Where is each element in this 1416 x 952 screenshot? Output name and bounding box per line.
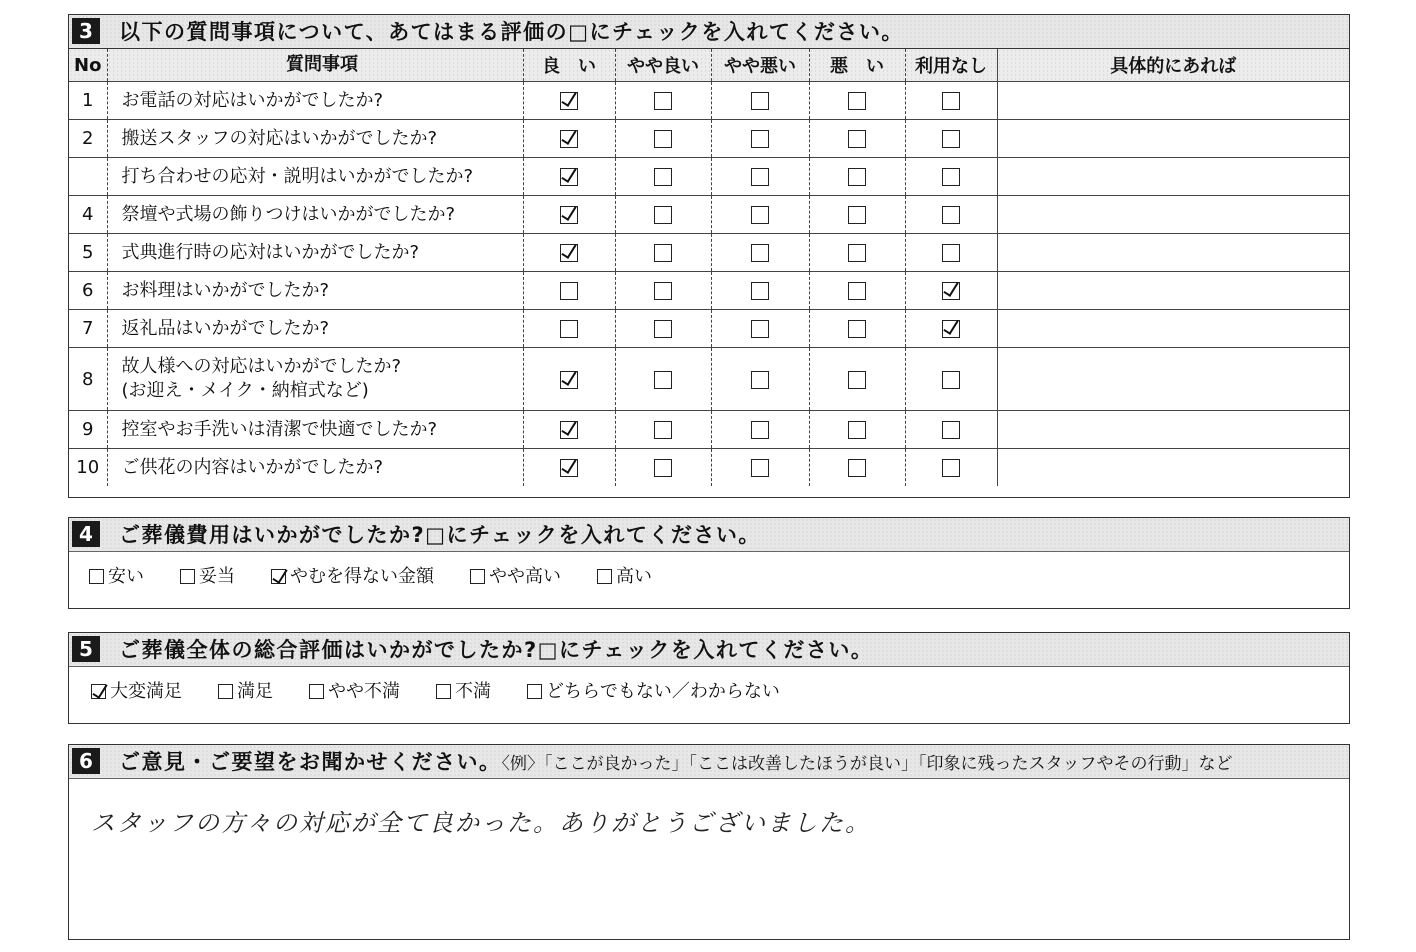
rating-checkbox[interactable] [654, 244, 672, 262]
option-item[interactable] [271, 562, 434, 588]
rating-checkbox[interactable] [848, 459, 866, 477]
question-subtext: (お迎え・メイク・納棺式など) [121, 380, 369, 401]
option-label: やむを得ない金額 [290, 566, 434, 587]
option-label: やや高い [489, 566, 561, 587]
rating-checkbox[interactable] [560, 92, 578, 110]
rating-cell [523, 411, 615, 449]
option-label: 安い [108, 566, 144, 587]
detail-cell[interactable] [997, 449, 1349, 487]
rating-checkbox[interactable] [751, 244, 769, 262]
rating-cell [905, 196, 997, 234]
rating-cell [905, 411, 997, 449]
section-6-comments [68, 744, 1350, 940]
table-row [69, 158, 1349, 196]
option-checkbox[interactable] [597, 569, 612, 584]
rating-checkbox[interactable] [848, 371, 866, 389]
rating-cell [523, 120, 615, 158]
question-cell [107, 348, 523, 411]
section-3-title: 以下の質問事項について、あてはまる評価の□にチェックを入れてください。 [119, 20, 904, 44]
rating-checkbox[interactable] [560, 130, 578, 148]
rating-checkbox[interactable] [942, 282, 960, 300]
row-number: 9 [69, 411, 107, 449]
table-row [69, 411, 1349, 449]
rating-cell [615, 158, 711, 196]
rating-cell [905, 310, 997, 348]
rating-checkbox[interactable] [560, 206, 578, 224]
row-number: 5 [69, 234, 107, 272]
rating-cell [809, 272, 905, 310]
option-label: やや不満 [328, 681, 400, 702]
table-row [69, 196, 1349, 234]
rating-checkbox[interactable] [848, 320, 866, 338]
rating-cell [711, 310, 809, 348]
option-label: 高い [616, 566, 652, 587]
rating-checkbox[interactable] [942, 244, 960, 262]
rating-checkbox[interactable] [751, 371, 769, 389]
rating-checkbox[interactable] [560, 168, 578, 186]
question-table [69, 49, 1349, 486]
rating-cell [711, 348, 809, 411]
question-cell [107, 158, 523, 196]
rating-checkbox[interactable] [560, 282, 578, 300]
rating-cell [523, 310, 615, 348]
header-fairly-good: やや良い [615, 49, 711, 82]
header-bad: 悪 い [809, 49, 905, 82]
section-3-number: 3 [72, 18, 100, 44]
section-5-title: ご葬儀全体の総合評価はいかがでしたか?□にチェックを入れてください。 [119, 638, 874, 662]
question-text: お料理はいかがでしたか? [121, 279, 330, 301]
question-text: 搬送スタッフの対応はいかがでしたか? [121, 127, 438, 149]
rating-checkbox[interactable] [942, 320, 960, 338]
section-4-cost [68, 517, 1350, 609]
option-checkbox[interactable] [271, 569, 286, 584]
rating-cell [809, 82, 905, 120]
row-number: 8 [69, 348, 107, 411]
rating-cell [711, 82, 809, 120]
option-checkbox[interactable] [527, 684, 542, 699]
question-cell [107, 196, 523, 234]
header-not-used: 利用なし [905, 49, 997, 82]
section-4-options [89, 562, 688, 588]
detail-cell[interactable] [997, 234, 1349, 272]
rating-cell [711, 449, 809, 487]
question-cell [107, 120, 523, 158]
detail-cell[interactable] [997, 310, 1349, 348]
rating-cell [711, 411, 809, 449]
detail-cell[interactable] [997, 411, 1349, 449]
row-number: 1 [69, 82, 107, 120]
row-number: 10 [69, 449, 107, 487]
option-item[interactable] [218, 677, 273, 703]
option-item[interactable] [436, 677, 491, 703]
detail-cell[interactable] [997, 82, 1349, 120]
handwritten-comment[interactable]: スタッフの方々の対応が全て良かった。ありがとうございました。 [91, 809, 871, 837]
option-item[interactable] [180, 562, 235, 588]
section-6-example: 〈例〉「ここが良かった」「ここは改善したほうが良い」「印象に残ったスタッフやその行動」など [501, 754, 1233, 774]
option-checkbox[interactable] [180, 569, 195, 584]
rating-cell [523, 82, 615, 120]
rating-checkbox[interactable] [751, 130, 769, 148]
rating-checkbox[interactable] [942, 130, 960, 148]
section-5-header [69, 633, 1349, 667]
option-label: 満足 [237, 681, 273, 702]
section-4-number: 4 [72, 521, 100, 547]
section-4-header [69, 518, 1349, 552]
rating-checkbox[interactable] [560, 244, 578, 262]
rating-cell [905, 234, 997, 272]
question-text: 控室やお手洗いは清潔で快適でしたか? [121, 418, 438, 440]
rating-cell [905, 120, 997, 158]
section-5-overall [68, 632, 1350, 724]
table-row [69, 234, 1349, 272]
question-cell [107, 310, 523, 348]
option-checkbox[interactable] [91, 684, 106, 699]
rating-checkbox[interactable] [654, 168, 672, 186]
section-6-header [69, 745, 1349, 779]
header-no: No [69, 49, 107, 82]
rating-cell [615, 120, 711, 158]
rating-cell [809, 449, 905, 487]
rating-cell [711, 196, 809, 234]
option-item[interactable] [597, 562, 652, 588]
rating-checkbox[interactable] [942, 371, 960, 389]
rating-cell [905, 82, 997, 120]
rating-cell [809, 158, 905, 196]
rating-checkbox[interactable] [848, 421, 866, 439]
option-checkbox[interactable] [470, 569, 485, 584]
question-text: 打ち合わせの応対・説明はいかがでしたか? [121, 165, 474, 187]
rating-checkbox[interactable] [654, 282, 672, 300]
rating-checkbox[interactable] [751, 206, 769, 224]
rating-cell [615, 411, 711, 449]
rating-checkbox[interactable] [942, 168, 960, 186]
question-cell [107, 82, 523, 120]
rating-cell [615, 348, 711, 411]
rating-checkbox[interactable] [654, 421, 672, 439]
header-details: 具体的にあれば [997, 49, 1349, 82]
rating-cell [523, 449, 615, 487]
rating-cell [809, 234, 905, 272]
rating-cell [809, 196, 905, 234]
rating-cell [711, 272, 809, 310]
rating-checkbox[interactable] [848, 168, 866, 186]
option-item[interactable] [91, 677, 182, 703]
rating-checkbox[interactable] [942, 206, 960, 224]
rating-cell [523, 234, 615, 272]
rating-cell [615, 449, 711, 487]
question-text: 式典進行時の応対はいかがでしたか? [121, 241, 420, 263]
option-checkbox[interactable] [309, 684, 324, 699]
rating-cell [905, 158, 997, 196]
rating-cell [615, 234, 711, 272]
rating-checkbox[interactable] [751, 459, 769, 477]
detail-cell[interactable] [997, 272, 1349, 310]
header-question: 質問事項 [107, 49, 523, 82]
question-text: 故人様への対応はいかがでしたか? [121, 356, 402, 377]
rating-checkbox[interactable] [560, 421, 578, 439]
table-row [69, 120, 1349, 158]
rating-checkbox[interactable] [942, 92, 960, 110]
row-number: 2 [69, 120, 107, 158]
question-text: 祭壇や式場の飾りつけはいかがでしたか? [121, 203, 456, 225]
rating-cell [523, 196, 615, 234]
table-row [69, 310, 1349, 348]
option-label: 不満 [455, 681, 491, 702]
rating-checkbox[interactable] [560, 371, 578, 389]
rating-checkbox[interactable] [848, 92, 866, 110]
rating-cell [905, 272, 997, 310]
table-row [69, 449, 1349, 487]
option-item[interactable] [89, 562, 144, 588]
rating-checkbox[interactable] [751, 92, 769, 110]
rating-cell [523, 272, 615, 310]
question-cell [107, 272, 523, 310]
rating-cell [523, 348, 615, 411]
section-3-question-table [68, 14, 1350, 498]
question-text: お電話の対応はいかがでしたか? [121, 89, 384, 111]
rating-checkbox[interactable] [654, 459, 672, 477]
question-cell [107, 449, 523, 487]
rating-checkbox[interactable] [751, 282, 769, 300]
question-cell [107, 234, 523, 272]
rating-cell [809, 411, 905, 449]
option-label: 妥当 [199, 566, 235, 587]
option-label: どちらでもない／わからない [546, 681, 780, 702]
header-good: 良 い [523, 49, 615, 82]
option-item[interactable] [309, 677, 400, 703]
rating-checkbox[interactable] [751, 168, 769, 186]
rating-cell [809, 348, 905, 411]
table-row [69, 82, 1349, 120]
section-4-title: ご葬儀費用はいかがでしたか?□にチェックを入れてください。 [119, 523, 761, 547]
header-fairly-bad: やや悪い [711, 49, 809, 82]
rating-checkbox[interactable] [560, 320, 578, 338]
rating-checkbox[interactable] [751, 320, 769, 338]
section-6-number: 6 [72, 748, 100, 774]
detail-cell[interactable] [997, 158, 1349, 196]
section-6-title-text: ご意見・ご要望をお聞かせください。 [119, 750, 502, 774]
rating-cell [711, 158, 809, 196]
question-text: 返礼品はいかがでしたか? [121, 317, 330, 339]
rating-checkbox[interactable] [560, 459, 578, 477]
rating-checkbox[interactable] [848, 244, 866, 262]
rating-checkbox[interactable] [942, 421, 960, 439]
detail-cell[interactable] [997, 196, 1349, 234]
rating-checkbox[interactable] [848, 130, 866, 148]
section-5-number: 5 [72, 636, 100, 662]
row-number: 4 [69, 196, 107, 234]
question-cell [107, 411, 523, 449]
detail-cell[interactable] [997, 120, 1349, 158]
rating-checkbox[interactable] [942, 459, 960, 477]
section-6-title [119, 748, 1233, 778]
rating-cell [711, 120, 809, 158]
detail-cell[interactable] [997, 348, 1349, 411]
option-checkbox[interactable] [89, 569, 104, 584]
rating-checkbox[interactable] [848, 282, 866, 300]
rating-checkbox[interactable] [751, 421, 769, 439]
section-5-options [91, 677, 816, 703]
row-number: 6 [69, 272, 107, 310]
rating-checkbox[interactable] [654, 92, 672, 110]
rating-checkbox[interactable] [654, 206, 672, 224]
rating-cell [809, 120, 905, 158]
option-label: 大変満足 [110, 681, 182, 702]
rating-cell [905, 348, 997, 411]
rating-checkbox[interactable] [654, 130, 672, 148]
option-item[interactable] [470, 562, 561, 588]
rating-cell [615, 82, 711, 120]
rating-checkbox[interactable] [848, 206, 866, 224]
rating-cell [615, 196, 711, 234]
option-item[interactable] [527, 677, 780, 703]
row-number: 7 [69, 310, 107, 348]
rating-checkbox[interactable] [654, 320, 672, 338]
table-header-row [69, 49, 1349, 82]
table-row [69, 348, 1349, 411]
row-number [69, 158, 107, 196]
option-checkbox[interactable] [218, 684, 233, 699]
rating-checkbox[interactable] [654, 371, 672, 389]
section-3-header [69, 15, 1349, 49]
rating-cell [809, 310, 905, 348]
rating-cell [615, 272, 711, 310]
rating-cell [711, 234, 809, 272]
rating-cell [615, 310, 711, 348]
question-text: ご供花の内容はいかがでしたか? [121, 456, 384, 478]
table-row [69, 272, 1349, 310]
option-checkbox[interactable] [436, 684, 451, 699]
rating-cell [905, 449, 997, 487]
rating-cell [523, 158, 615, 196]
